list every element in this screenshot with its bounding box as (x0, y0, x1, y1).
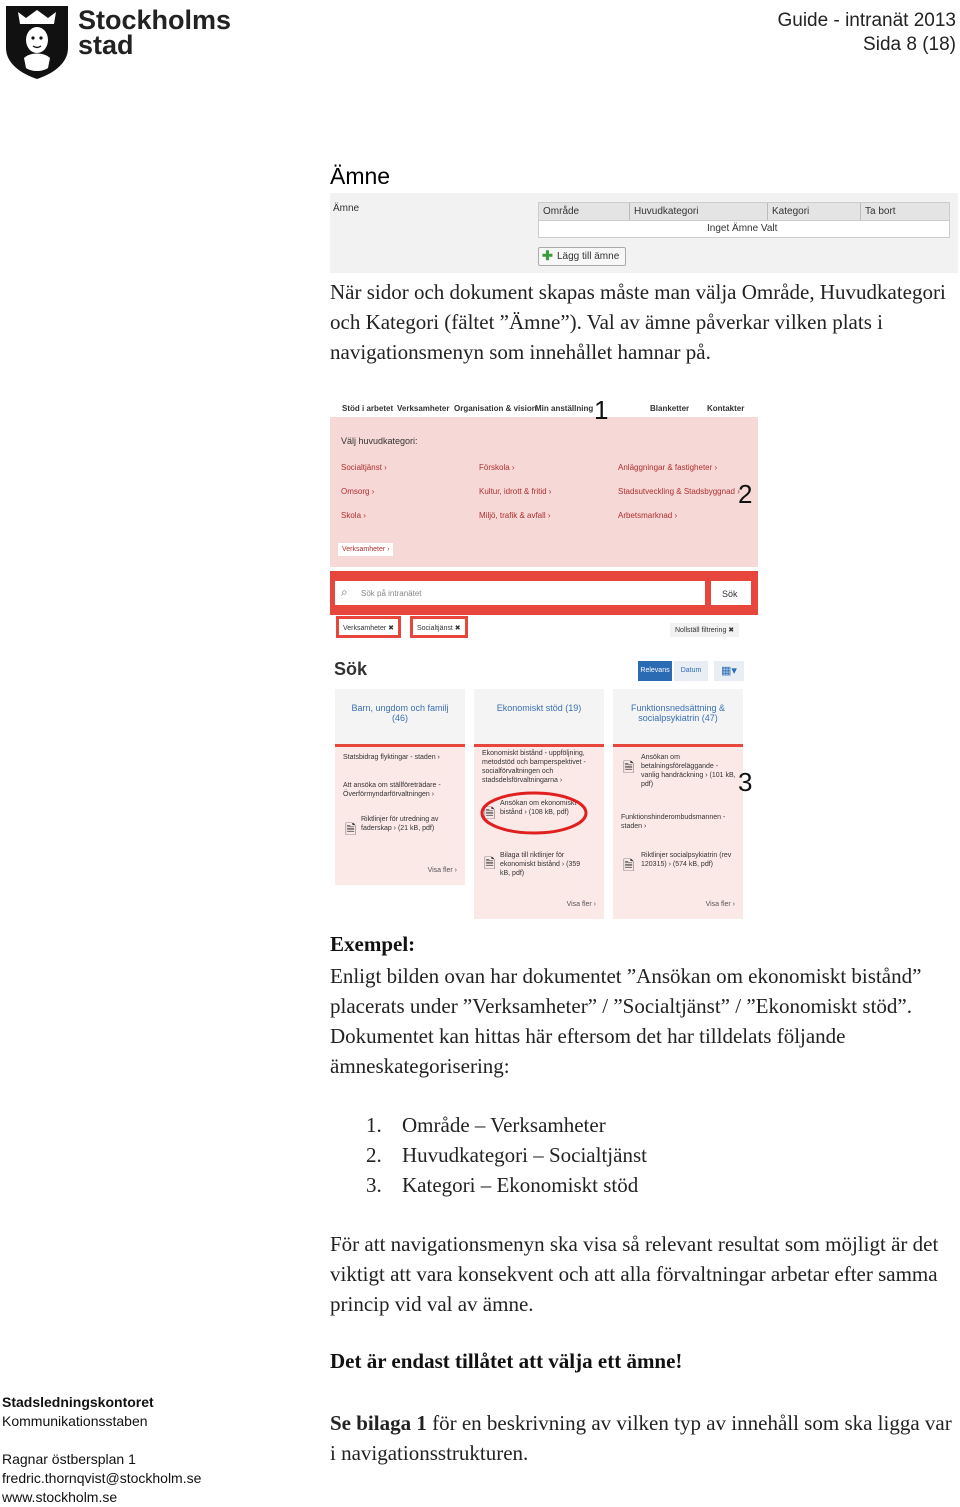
example-title: Exempel: (330, 932, 416, 956)
result-item[interactable]: Funktionshinderombudsmannen - staden › (621, 814, 726, 830)
marker-2: 2 (738, 479, 753, 509)
pdf-icon: 🗎 (623, 759, 635, 775)
add-topic-label: Lägg till ämne (557, 251, 620, 262)
results-title: Sök (334, 659, 368, 679)
highlight-circle (478, 789, 590, 837)
rule-statement: Det är endast tillåtet att välja ett ämne! (330, 1349, 683, 1373)
topic-table (538, 202, 950, 238)
topic-table-header (539, 203, 949, 221)
result-item[interactable]: Ansökan om ekonomiskt bistånd › (108 kB, pdf) (500, 800, 577, 816)
nav-item[interactable]: Kontakter (707, 404, 745, 413)
footer-address: Ragnar östbersplan 1 (2, 1451, 136, 1467)
search-placeholder: Sök på intranätet (361, 589, 422, 598)
show-more-link[interactable]: Visa fler › (566, 901, 596, 908)
topic-label: Ämne (333, 203, 360, 214)
result-column (474, 689, 604, 919)
sort-relevance-button[interactable]: Relevans (638, 661, 672, 681)
footer-org: Stadsledningskontoret (2, 1394, 154, 1410)
nav-item[interactable]: Organisation & vision (454, 404, 537, 413)
result-column-title[interactable]: Ekonomiskt stöd (19) (474, 689, 604, 747)
column-area: Område (543, 206, 580, 217)
empty-topic-text: Inget Ämne Valt (707, 223, 778, 234)
logo-line-2: stad (78, 30, 134, 60)
pdf-icon: 🗎 (623, 857, 635, 873)
column-category: Kategori (772, 206, 810, 217)
pdf-icon: 🗎 (484, 805, 496, 821)
menu-item[interactable]: Förskola › (479, 463, 515, 472)
marker-3: 3 (738, 767, 753, 797)
add-topic-button[interactable] (538, 247, 626, 266)
menu-heading: Välj huvudkategori: (341, 436, 418, 446)
result-item[interactable]: Att ansöka om ställföreträdare - Överförmyndarförvaltningen › (343, 782, 441, 798)
consistency-paragraph: För att navigationsmenyn ska visa så relevant resultat som möjligt är det viktigt att vara konsekvent och att alla förvaltningar arbetar efter samma princip vid val av ämne. (330, 1232, 939, 1316)
header-meta (777, 9, 956, 57)
appendix-paragraph: Se bilaga 1 för en beskrivning av vilken typ av innehåll som ska ligga var i navigationsstrukturen. (330, 1411, 952, 1465)
nav-item[interactable]: Blanketter (650, 404, 690, 413)
list-item: 3. Kategori – Ekonomiskt stöd (366, 1173, 639, 1197)
menu-item[interactable]: Miljö, trafik & avfall › (479, 511, 551, 520)
example-paragraph: Enligt bilden ovan har dokumentet ”Ansökan om ekonomiskt bistånd” placerats under ”Verksamheter” / ”Socialtjänst” / ”Ekonomiskt stöd”. Dokumentet kan hittas här eftersom det har tilldelats följande ämneskategorisering: (330, 964, 922, 1078)
search-button-label: Sök (722, 589, 738, 599)
pdf-icon: 🗎 (484, 855, 496, 871)
nav-item[interactable]: Min anställning (535, 404, 594, 413)
footer-unit: Kommunikationsstaben (2, 1413, 148, 1429)
show-more-link[interactable]: Visa fler › (705, 901, 735, 908)
logo-wordmark (78, 5, 232, 60)
result-column (613, 689, 743, 919)
menu-item[interactable]: Anläggningar & fastigheter › (618, 463, 718, 472)
grid-view-icon[interactable]: ▦▾ (714, 661, 744, 681)
search-bar (330, 571, 758, 615)
menu-item[interactable]: Arbetsmarknad › (618, 511, 678, 520)
result-item[interactable]: Statsbidrag flyktingar - staden › (343, 754, 440, 761)
result-column (335, 689, 465, 885)
search-button[interactable] (711, 581, 751, 605)
result-item[interactable]: Riktlinjer socialpsykiatrin (rev 120315) › (574 kB, pdf) (641, 852, 732, 868)
main-category-menu (330, 417, 758, 567)
intro-paragraph: När sidor och dokument skapas måste man välja Område, Huvudkategori och Kategori (fältet ”Ämne”). Val av ämne påverkar vilken plats i navigationsmenyn som innehållet hamnar på. (330, 280, 946, 364)
section-heading: Ämne (330, 163, 391, 189)
filter-chip[interactable]: Verksamheter ✖ (336, 616, 401, 638)
navigation-screenshot (330, 395, 758, 920)
stockholm-crest-logo (4, 2, 70, 80)
menu-item[interactable]: Skola › (341, 511, 366, 520)
search-input[interactable] (335, 581, 705, 605)
column-main-category: Huvudkategori (634, 206, 699, 217)
appendix-reference: Se bilaga 1 (330, 1411, 427, 1435)
reset-filter-button[interactable]: Nollställ filtrering ✖ (670, 623, 739, 637)
topic-widget (330, 193, 958, 273)
menu-item[interactable]: Kultur, idrott & fritid › (479, 487, 552, 496)
menu-item[interactable]: Socialtjänst › (341, 463, 387, 472)
sort-date-button[interactable]: Datum (674, 661, 708, 681)
nav-item[interactable]: Stöd i arbetet (342, 404, 394, 413)
search-icon: ⌕ (341, 585, 348, 599)
nav-item[interactable]: Verksamheter (397, 404, 450, 413)
result-item[interactable]: Ekonomiskt bistånd - uppföljning, metodstöd och barnperspektivet - socialförvaltningen och stadsdelsförvaltningarna › (482, 750, 586, 784)
document-title: Guide - intranät 2013 (777, 10, 956, 31)
filter-chip[interactable]: Socialtjänst ✖ (410, 616, 468, 638)
footer-website[interactable]: www.stockholm.se (2, 1489, 118, 1505)
result-item[interactable]: Bilaga till riktlinjer för ekonomiskt bistånd › (359 kB, pdf) (500, 852, 581, 877)
menu-item[interactable]: Stadsutveckling & Stadsbyggnad › (618, 487, 740, 496)
show-more-link[interactable]: Visa fler › (427, 867, 457, 874)
result-item[interactable]: Riktlinjer för utredning av faderskap › (21 kB, pdf) (361, 816, 439, 832)
list-item: 1. Område – Verksamheter (366, 1113, 606, 1137)
logo-line-1: Stockholms (78, 5, 232, 35)
marker-1: 1 (594, 395, 609, 425)
plus-icon: ✚ (542, 248, 553, 263)
menu-item[interactable]: Omsorg › (341, 487, 375, 496)
result-column-title[interactable]: Barn, ungdom och familj (46) (335, 689, 465, 747)
pdf-icon: 🗎 (345, 821, 357, 837)
list-item: 2. Huvudkategori – Socialtjänst (366, 1143, 647, 1167)
breadcrumb-chip[interactable]: Verksamheter › (338, 543, 393, 556)
footer (2, 1393, 201, 1507)
result-column-title[interactable]: Funktionsnedsättning & socialpsykiatrin (47) (613, 689, 743, 747)
result-item[interactable]: Ansökan om betalningsföreläggande - vanlig handräckning › (101 kB, pdf) (641, 754, 736, 788)
page-number: Sida 8 (18) (863, 34, 956, 55)
footer-email[interactable]: fredric.thornqvist@stockholm.se (2, 1470, 202, 1486)
column-remove: Ta bort (865, 206, 896, 217)
top-navigation (330, 395, 758, 417)
